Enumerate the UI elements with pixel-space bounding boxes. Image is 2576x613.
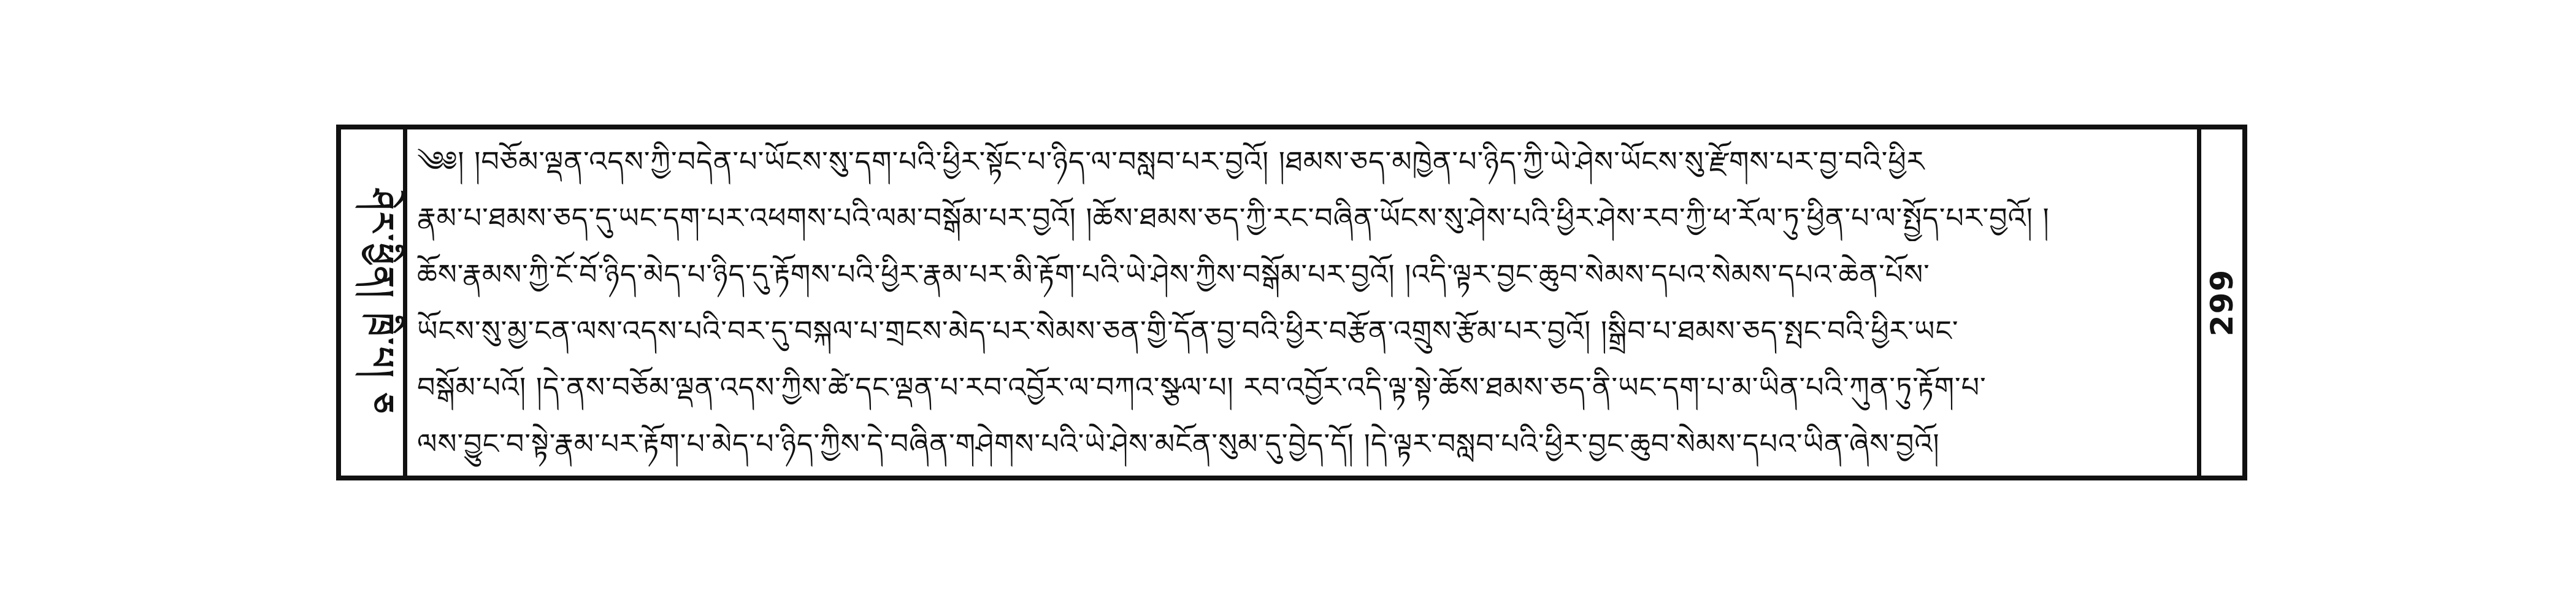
text-line-4: ཡོངས་སུ་མྱ་ངན་ལས་འདས་པའི་བར་དུ་བསྐལ་པ་གྲངས་མེད་པར་སེམས་ཅན་གྱི་དོན་བྱ་བའི་ཕྱིར་བརྩོན་འགྲུས་རྩོམ་པར་བྱའོ། །སྒྲིབ་པ་ཐམས་ཅད་སྤང་བའི་ཕྱིར་ཡང་ <box>417 314 1959 347</box>
text-line-2: རྣམ་པ་ཐམས་ཅད་དུ་ཡང་དག་པར་འཕགས་པའི་ལམ་བསྒོམ་པར་བྱའོ། །ཆོས་ཐམས་ཅད་ཀྱི་རང་བཞིན་ཡོངས་སུ་ཤེས་པའི་ཕྱིར་ཤེས་རབ་ཀྱི་ཕ་རོལ་ཏུ་ཕྱིན་པ་ལ་སྤྱོད་པར་བྱའོ། ། <box>417 201 2050 234</box>
text-line-1: ༄༅། །བཅོམ་ལྡན་འདས་ཀྱི་བདེན་པ་ཡོངས་སུ་དག་པའི་ཕྱིར་སྟོང་པ་ཉིད་ལ་བསླབ་པར་བྱའོ། །ཐམས་ཅད་མཁྱེན་པ་ཉིད་ཀྱི་ཡེ་ཤེས་ཡོངས་སུ་རྫོགས་པར་བྱ་བའི་ཕྱིར <box>417 145 1925 178</box>
right-margin <box>2197 129 2242 476</box>
left-margin <box>341 129 407 476</box>
page-number: 299 <box>2204 268 2240 337</box>
text-line-3: ཆོས་རྣམས་ཀྱི་ངོ་བོ་ཉིད་མེད་པ་ཉིད་དུ་རྟོགས་པའི་ཕྱིར་རྣམ་པར་མི་རྟོག་པའི་ཡེ་ཤེས་ཀྱིས་བསྒོམ་པར་བྱའོ། །འདི་ལྟར་བྱང་ཆུབ་སེམས་དཔའ་སེམས་དཔའ་ཆེན་པོས་ <box>417 258 1930 291</box>
folio-title: ཤེར་ཕྱིན། ཁྲི་པ། ཅ <box>362 189 401 416</box>
text-line-6: ལས་བྱུང་བ་སྟེ་རྣམ་པར་རྟོག་པ་མེད་པ་ཉིད་ཀྱིས་དེ་བཞིན་གཤེགས་པའི་ཡེ་ཤེས་མངོན་སུམ་དུ་བྱེད་དོ། །དེ་ལྟར་བསླབ་པའི་ཕྱིར་བྱང་ཆུབ་སེམས་དཔའ་ཡིན་ཞེས་བྱའོ། <box>417 427 1940 460</box>
text-line-5: བསྒོམ་པའོ། །དེ་ནས་བཅོམ་ལྡན་འདས་ཀྱིས་ཚེ་དང་ལྡན་པ་རབ་འབྱོར་ལ་བཀའ་སྩལ་པ། རབ་འབྱོར་འདི་ལྟ་སྟེ་ཆོས་ཐམས་ཅད་ནི་ཡང་དག་པ་མ་ཡིན་པའི་ཀུན་ཏུ་རྟོག་པ་ <box>417 371 1987 404</box>
text-block <box>413 133 2192 472</box>
folio-frame <box>336 125 2247 480</box>
